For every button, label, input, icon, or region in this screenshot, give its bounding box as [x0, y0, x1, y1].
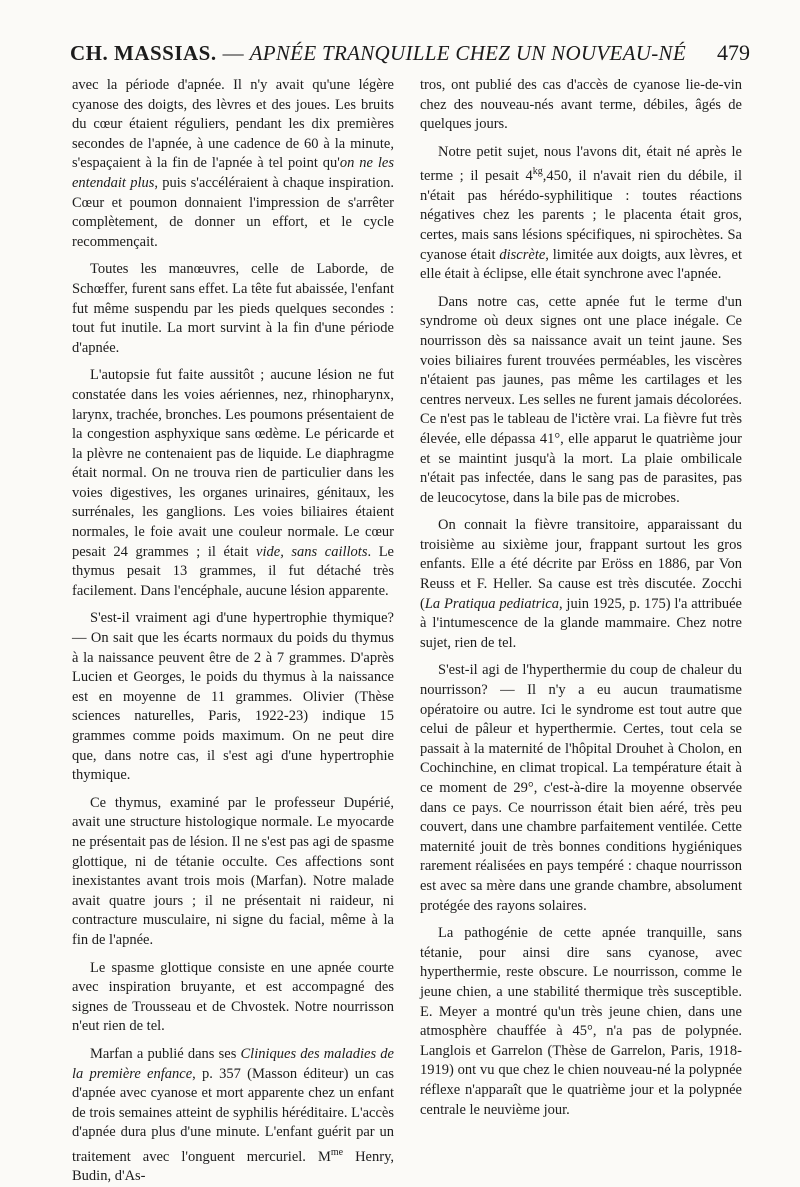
text-run: On connait la fièvre transitoire, apparaissant du troisième au sixième jour, frappant surtout les gros enfants. Elle a été décrite par Eröss en 1886, par Von Reuss et F. Heller. Sa cause est très discutée. Zocchi ( [420, 517, 742, 612]
text-run: , limitée aux doigts, aux lèvres, et elle était à éclipse, elle était synchrone avec l'apnée. [420, 246, 742, 283]
text-run: ,450, il n'avait rien du débile, il n'était pas hérédo-syphilitique : toutes réactions négatives chez les parents ; le placenta était gros, certes, mais sans lésions spécifiques, ni spirochètes. Sa cyanose était [420, 168, 742, 263]
paragraph [72, 794, 394, 951]
continued-paragraph [420, 76, 742, 135]
text-run: , juin 1925, p. 175) l'a attribuée à l'intumescence de la glande mammaire. Chez notre sujet, rien de tel. [420, 595, 742, 651]
header-title: APNÉE TRANQUILLE CHEZ UN NOUVEAU-NÉ [249, 41, 686, 65]
paragraph [72, 1045, 394, 1187]
paragraph [420, 516, 742, 653]
right-column [420, 76, 742, 1120]
paragraph [420, 293, 742, 509]
paragraph [420, 661, 742, 916]
paragraph [420, 924, 742, 1120]
text-run: Ce thymus, examiné par le professeur Dupérié, avait une structure histologique normale. Le myocarde ne présentait pas de lésion. Il ne s'est pas agi de spasme glottique, ni de tétanie occulte. Ces affections sont inexistantes avant trois mois (Marfan). Notre malade avait quatre jours ; il ne présentait ni raideur, ni contracture musculaire, ni signe du facial, même à la fin de l'apnée. [72, 794, 394, 948]
text-run: S'est-il agi de l'hyperthermie du coup de chaleur du nourrisson? — Il n'y a eu aucun traumatisme opératoire ou autre. Ici le syndrome est tout autre que celui de pâleur et hyperthermie. Certes, tout cela se passait à la maternité de l'hôpital Drouhet à Cholon, en Cochinchine, en climat tropical. La température était à ce moment de 29°, c'est-à-dire la moyenne observée dans ce pays. Ce nourrisson était bien aéré, très peu couvert, dans une chambre parfaitement ventilée. Cette maternité jouit de très bonnes conditions hygiéniques rarement réalisées en pays tempéré : chaque nourrisson est avec sa mère dans une grande chambre, absolument protégée des rayons solaires. [420, 662, 742, 914]
header-author: CH. MASSIAS. [70, 41, 217, 65]
header-left [70, 41, 686, 66]
italic-text: discrète [499, 246, 546, 263]
text-run: tros, ont publié des cas d'accès de cyanose lie-de-vin chez des nouveau-nés avant terme, débiles, âgés de quelques jours. [420, 77, 742, 133]
text-run: Notre petit sujet, nous l'avons dit, était né après le terme ; il pesait 4 [420, 143, 742, 185]
header-dash: — [222, 41, 244, 65]
text-run: S'est-il vraiment agi d'une hypertrophie thymique? — On sait que les écarts normaux du poids du thymus à la naissance peuvent être de 2 à 7 grammes. D'après Lucien et Georges, le poids du thymus à la naissance est en moyenne de 11 grammes. Olivier (Thèse sciences naturelles, Paris, 1922-23) indique 15 grammes comme poids maximum. On ne peut dire que, dans notre cas, il s'est agi d'une hypertrophie thymique. [72, 610, 394, 784]
superscript-text: kg [532, 166, 543, 178]
text-run: La pathogénie de cette apnée tranquille, sans tétanie, pour ainsi dire sans cyanose, avec hyperthermie, reste obscure. Le nourrisson, comme le jeune chien, a une stabilité thermique très susceptible. E. Meyer a montré qu'un très jeune chien, dans une atmosphère chauffée à 45°, n'a pas de polypnée. Langlois et Garrelon (Thèse de Garrelon, Paris, 1918-1919) ont vu que chez le chien nouveau-né la polypnée réflexe n'apparaît que le quatrième jour et la polypnée centrale le neuvième jour. [420, 925, 742, 1118]
italic-text: La Pratiqua pediatrica [424, 595, 559, 612]
text-run: Toutes les manœuvres, celle de Laborde, de Schœffer, furent sans effet. La tête fut abaissée, l'enfant fut même suspendu par les pieds quelques secondes : tout fut inutile. La mort survint à la fin d'une période d'apnée. [72, 261, 394, 356]
italic-text: Cliniques des maladies de la première enfance [72, 1045, 394, 1082]
paragraph [72, 260, 394, 358]
text-run: L'autopsie fut faite aussitôt ; aucune lésion ne fut constatée dans les voies aériennes, nez, rhinopharynx, larynx, trachée, bronches. Les poumons présentaient de la congestion asphyxique sans œdème. Le péricarde et la plèvre ne contenaient pas de liquide. Le diaphragme était normal. On ne trouva rien de particulier dans les voies digestives, les organes urinaires, génitaux, les surrénales, les ganglions. Les voies biliaires étaient normales, le foie avait une couleur normale. Le cœur pesait 24 grammes ; il était [72, 367, 394, 560]
italic-text: vide, sans caillots [256, 543, 368, 560]
left-column [72, 76, 394, 1187]
text-run: Marfan a publié dans ses [90, 1045, 241, 1062]
paragraph [420, 143, 742, 285]
paragraph [72, 609, 394, 785]
continued-paragraph [72, 76, 394, 252]
text-run: Henry, Budin, d'As- [72, 1148, 395, 1185]
text-run: , puis s'accéléraient à chaque inspiration. Cœur et poumon donnaient l'impression de s'arrêter complètement, de donner un effort, et le cycle recommençait. [72, 174, 394, 250]
paragraph [72, 959, 394, 1037]
text-run: . Le thymus pesait 13 grammes, il fut détaché très facilement. Dans l'encéphale, aucune lésion apparente. [72, 543, 394, 599]
page-number: 479 [717, 40, 750, 65]
running-header [70, 40, 750, 66]
text-run: , p. 357 (Masson éditeur) un cas d'apnée avec cyanose et mort apparente chez un enfant de trois semaines atteint de syphilis héréditaire. L'accès d'apnée dura plus d'une minute. L'enfant guérit par un traitement avec l'onguent mercuriel. M [72, 1065, 394, 1165]
text-run: avec la période d'apnée. Il n'y avait qu'une légère cyanose des doigts, des lèvres et des joues. Les bruits du cœur étaient réguliers, pendant les dix premières secondes de l'apnée, à une cadence de 60 à la minute, s'espaçaient à la fin de l'apnée à tel point qu' [72, 77, 394, 172]
text-run: Dans notre cas, cette apnée fut le terme d'un syndrome où deux signes ont une place inégale. Ce nourrisson dès sa naissance avait un teint jaune. Ses voies biliaires furent trouvées perméables, les viscères n'étaient pas jaunes, pas même les cartilages et les centres nerveux. Les selles ne furent jamais décolorées. Ce n'est pas le tableau de l'ictère vrai. La fièvre fut très élevée, elle dépassa 41°, elle apparut le quatrième jour et se maintint jusqu'à la mort. La plaie ombilicale n'était pas infectée, dans le sang pas de parasites, pas de leucocytose, dans la bile pas de microbes. [420, 293, 742, 506]
superscript-text: me [330, 1146, 344, 1158]
text-run: Le spasme glottique consiste en une apnée courte avec inspiration bruyante, et est accompagné des signes de Trousseau et de Chvostek. Notre nourrisson n'eut rien de tel. [72, 959, 394, 1035]
italic-text: on ne les entendait plus [72, 155, 395, 191]
paragraph [72, 366, 394, 601]
